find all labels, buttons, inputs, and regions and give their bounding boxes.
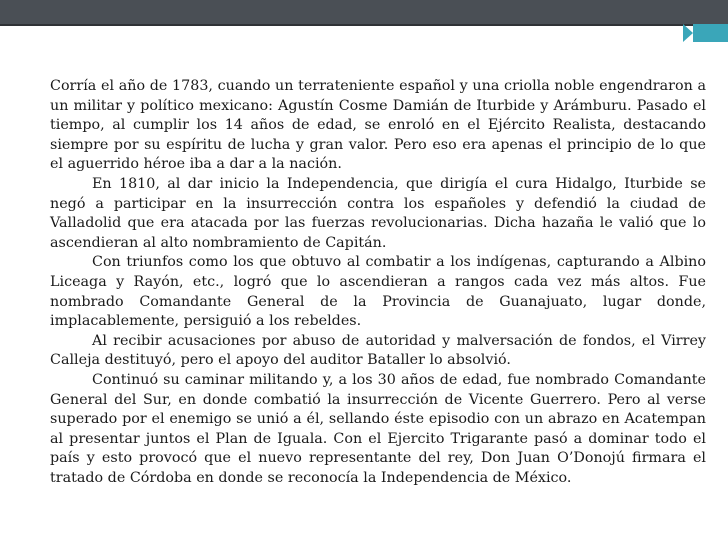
slide-accent-arrow <box>683 24 693 42</box>
paragraph-2: En 1810, al dar inicio la Independencia, que dirigía el cura Hidalgo, Iturbide se negó a participar en la insurrección contra los españoles y defendió la ciudad de Valladolid que era atacada por las fuerzas revolucionarias. Dicha hazaña le valió que lo ascendieran al alto nombramiento de Capitán. <box>50 175 706 251</box>
paragraph-1: Corría el año de 1783, cuando un terrateniente español y una criolla noble engendraron a un militar y político mexicano: Agustín Cosme Damián de Iturbide y Arámburu. Pasado el tiempo, al cumplir los 14 años de edad, se enroló en el Ejército Realista, destacando siempre por su espíritu de lucha y gran valor. Pero eso era apenas el principio de lo que el aguerrido héroe iba a dar a la nación. <box>50 78 706 173</box>
slide-body-text <box>50 77 706 488</box>
slide-header-line <box>0 24 728 26</box>
paragraph-4: Al recibir acusaciones por abuso de autoridad y malversación de fondos, el Virrey Calleja destituyó, pero el apoyo del auditor Bataller lo absolvió. <box>50 332 706 369</box>
paragraph-5: Continuó su caminar militando y, a los 30 años de edad, fue nombrado Comandante General del Sur, en donde combatió la insurrección de Vicente Guerrero. Pero al verse superado por el enemigo se unió a él, sellando éste episodio con un abrazo en Acatempan al presentar juntos el Plan de Iguala. Con el Ejercito Trigarante pasó a dominar todo el país y esto provocó que el nuevo representante del rey, Don Juan O’Donojú firmara el tratado de Córdoba en donde se reconocía la Independencia de México. <box>50 371 706 486</box>
paragraph-3: Con triunfos como los que obtuvo al combatir a los indígenas, capturando a Albino Liceaga y Rayón, etc., logró que lo ascendieran a rangos cada vez más altos. Fue nombrado Comandante General de la Provincia de Guanajuato, lugar donde, implacablemente, persiguió a los rebeldes. <box>50 254 706 330</box>
slide-accent-block <box>693 24 728 42</box>
slide-header-band <box>0 0 728 24</box>
